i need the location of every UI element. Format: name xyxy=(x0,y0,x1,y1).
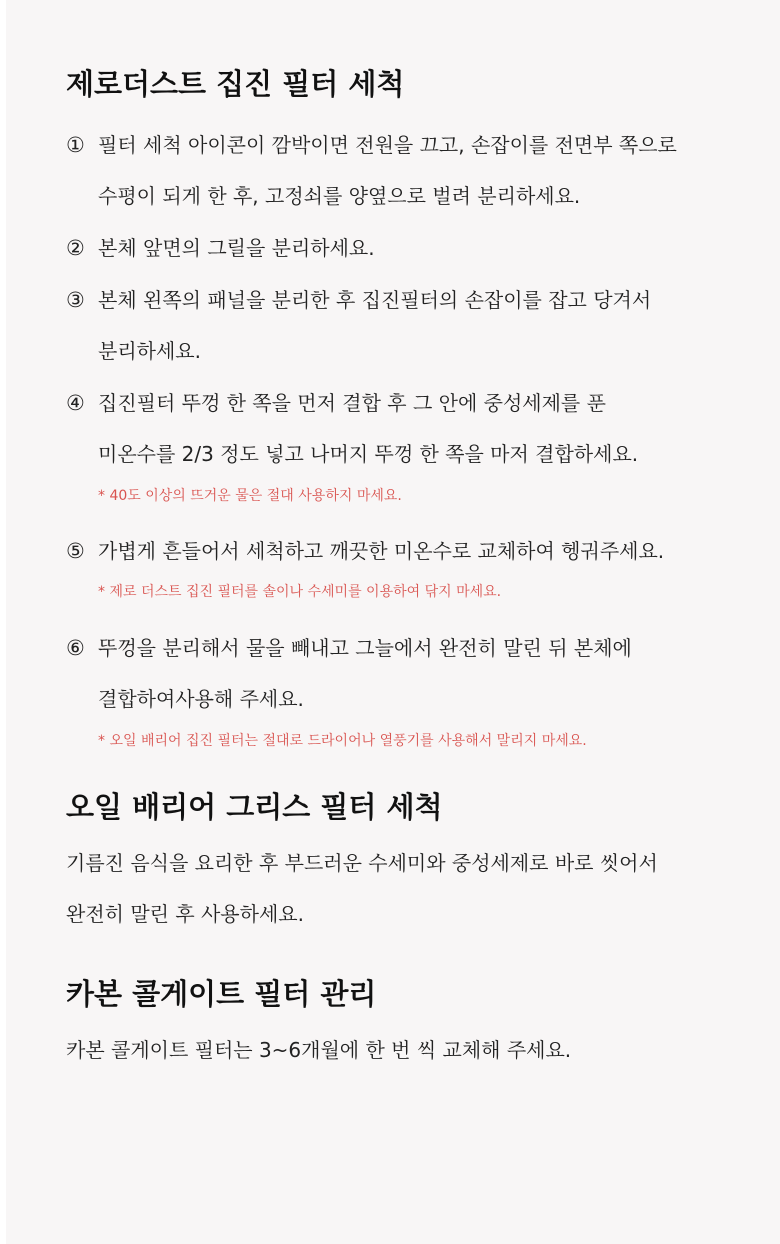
carbon-filter-description xyxy=(66,1025,766,1076)
step-text-line: 가볍게 흔들어서 세척하고 깨끗한 미온수로 교체하여 헹궈주세요. xyxy=(98,539,665,563)
step-text-line: 미온수를 2/3 정도 넣고 나머지 뚜껑 한 쪽을 마저 결합하세요. xyxy=(98,442,639,466)
warning-note: * 40도 이상의 뜨거운 물은 절대 사용하지 마세요. xyxy=(98,488,402,504)
step-5 xyxy=(66,526,766,602)
oil-barrier-description xyxy=(66,838,766,940)
step-number: ③ xyxy=(66,288,85,312)
step-number: ② xyxy=(66,236,85,260)
step-1 xyxy=(66,120,766,222)
step-number: ④ xyxy=(66,391,85,415)
step-text-line: 분리하세요. xyxy=(98,339,201,363)
filter-care-content xyxy=(66,62,766,1076)
step-text-line: 본체 왼쪽의 패널을 분리한 후 집진필터의 손잡이를 잡고 당겨서 xyxy=(98,288,652,312)
step-text-line: 필터 세척 아이콘이 깜박이면 전원을 끄고, 손잡이를 전면부 쪽으로 xyxy=(98,133,677,157)
page-background xyxy=(6,0,780,1244)
step-number: ⑥ xyxy=(66,636,85,660)
paragraph-line: 완전히 말린 후 사용하세요. xyxy=(66,902,304,926)
section-title-zerodust-filter: 제로더스트 집진 필터 세척 xyxy=(66,67,405,101)
warning-note: * 오일 배리어 집진 필터는 절대로 드라이어나 열풍기를 사용해서 말리지 마세요. xyxy=(98,733,587,749)
section-title-oil-barrier-filter: 오일 배리어 그리스 필터 세척 xyxy=(66,790,443,824)
section-title-carbon-filter: 카본 콜게이트 필터 관리 xyxy=(66,977,377,1011)
step-2 xyxy=(66,223,766,274)
paragraph-line: 기름진 음식을 요리한 후 부드러운 수세미와 중성세제로 바로 씻어서 xyxy=(66,851,658,875)
step-3 xyxy=(66,275,766,377)
paragraph-line: 카본 콜게이트 필터는 3~6개월에 한 번 씩 교체해 주세요. xyxy=(66,1038,572,1062)
step-text-line: 결합하여사용해 주세요. xyxy=(98,687,304,711)
step-4 xyxy=(66,378,766,506)
step-number: ⑤ xyxy=(66,539,85,563)
step-text-line: 본체 앞면의 그릴을 분리하세요. xyxy=(98,236,375,260)
step-text-line: 수평이 되게 한 후, 고정쇠를 양옆으로 벌려 분리하세요. xyxy=(98,184,581,208)
step-number: ① xyxy=(66,133,85,157)
step-text-line: 뚜껑을 분리해서 물을 빼내고 그늘에서 완전히 말린 뒤 본체에 xyxy=(98,636,632,660)
step-6 xyxy=(66,623,766,751)
warning-note: * 제로 더스트 집진 필터를 솔이나 수세미를 이용하여 닦지 마세요. xyxy=(98,584,502,600)
step-text-line: 집진필터 뚜껑 한 쪽을 먼저 결합 후 그 안에 중성세제를 푼 xyxy=(98,391,606,415)
